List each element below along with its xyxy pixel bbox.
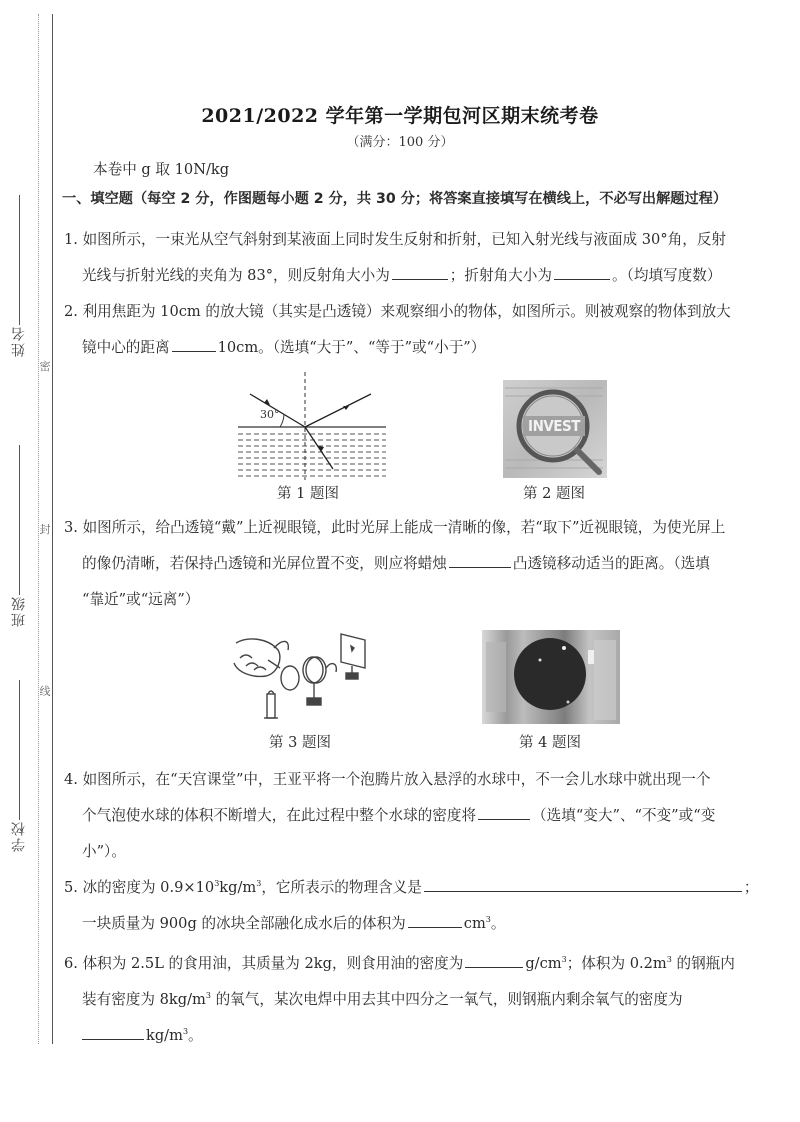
q2-text-a: 镜中心的距离 bbox=[82, 339, 170, 356]
seal-char-feng: 封 bbox=[39, 523, 51, 536]
name-label: 姓名 bbox=[11, 325, 27, 357]
q5-text-c: ，它所表示的物理含义是 bbox=[261, 879, 422, 896]
binding-solid-line bbox=[52, 14, 53, 1044]
q1-answer-blank-1[interactable] bbox=[392, 265, 448, 280]
q6-line2 bbox=[82, 988, 683, 1009]
q6-answer-blank-oil-density[interactable] bbox=[465, 953, 523, 968]
q3-text-a: 的像仍清晰，若保持凸透镜和光屏位置不变，则应将蜡烛 bbox=[82, 555, 447, 572]
q5-text-e: 一块质量为 900g 的冰块全部融化成水后的体积为 bbox=[82, 915, 406, 932]
q1-answer-blank-2[interactable] bbox=[554, 265, 610, 280]
q6-sup-2: 3 bbox=[666, 955, 672, 964]
q6-unit-1: g/cm bbox=[525, 955, 562, 972]
margin-field-school bbox=[8, 680, 30, 852]
figure-2-magnifier-image bbox=[503, 380, 607, 478]
section1-heading: 一、填空题（每空 2 分，作图题每小题 2 分，共 30 分；将答案直接填写在横线上，不必写出解题过程） bbox=[62, 191, 728, 207]
q4-line2 bbox=[82, 804, 715, 825]
q3-text-b: 凸透镜移动适当的距离。（选填 bbox=[512, 555, 710, 572]
q2-line1: 2. 利用焦距为 10cm 的放大镜（其实是凸透镜）来观察细小的物体，如图所示。则被观察的物体到放大 bbox=[64, 303, 731, 320]
q6-text-b: ；体积为 0.2m bbox=[566, 955, 667, 972]
exam-subtitle: （满分：100 分） bbox=[346, 135, 454, 150]
q6-sup-3: 3 bbox=[205, 991, 211, 1000]
q3-line1: 3. 如图所示，给凸透镜“戴”上近视眼镜，此时光屏上能成一清晰的像，若“取下”近视眼镜，为使光屏上 bbox=[64, 519, 726, 536]
q5-sup-3: 3 bbox=[485, 915, 491, 924]
q5-text-f: 。 bbox=[490, 915, 506, 932]
q1-text-b: ；折射角大小为 bbox=[449, 267, 552, 284]
q6-text-a: 6. 体积为 2.5L 的食用油，其质量为 2kg，则食用油的密度为 bbox=[64, 955, 464, 972]
class-label: 班级 bbox=[11, 595, 27, 627]
figure-4-water-ball-photo bbox=[482, 630, 620, 724]
seal-char-xian: 线 bbox=[39, 685, 51, 698]
school-fill-line[interactable] bbox=[19, 680, 20, 820]
q1-line2 bbox=[82, 264, 721, 285]
figure-1-light-diagram bbox=[228, 372, 388, 480]
q2-text-b: 10cm。（选填“大于”、“等于”或“小于”） bbox=[217, 339, 486, 356]
q3-line2 bbox=[82, 552, 710, 573]
q6-sup-1: 3 bbox=[561, 955, 567, 964]
q4-line1: 4. 如图所示，在“天宫课堂”中，王亚平将一个泡腾片放入悬浮的水球中，不一会儿水球中就出现一个 bbox=[64, 771, 711, 788]
q6-line1 bbox=[64, 952, 735, 973]
gravity-note: 本卷中 g 取 10N/kg bbox=[93, 161, 230, 178]
margin-field-class bbox=[8, 445, 30, 627]
q5-unit: cm bbox=[463, 915, 486, 932]
margin-field-name bbox=[8, 195, 30, 357]
q5-line1 bbox=[64, 876, 758, 897]
q5-text-d: ； bbox=[743, 879, 759, 896]
q5-answer-blank-meaning[interactable] bbox=[424, 877, 742, 892]
q4-line3: 小”）。 bbox=[82, 843, 126, 860]
q1-text-c: 。（均填写度数） bbox=[611, 267, 722, 284]
q4-text-b: （选填“变大”、“不变”或“变 bbox=[532, 807, 716, 824]
q4-answer-blank[interactable] bbox=[478, 805, 530, 820]
q6-text-f: 。 bbox=[188, 1027, 203, 1044]
q6-text-d: 装有密度为 8kg/m bbox=[82, 991, 206, 1008]
q5-answer-blank-volume[interactable] bbox=[408, 913, 462, 928]
q6-line3 bbox=[82, 1024, 203, 1045]
q6-sup-4: 3 bbox=[182, 1027, 189, 1036]
q6-unit-2: kg/m bbox=[146, 1027, 183, 1044]
exam-title: 2021/2022 学年第一学期包河区期末统考卷 bbox=[201, 105, 599, 127]
angle-label: 30° bbox=[260, 408, 280, 421]
q1-line1: 1. 如图所示，一束光从空气斜射到某液面上同时发生反射和折射，已知入射光线与液面成 30°角，反射 bbox=[64, 231, 727, 248]
q3-answer-blank[interactable] bbox=[449, 553, 511, 568]
q5-line2 bbox=[82, 912, 505, 933]
figure-1-caption: 第 1 题图 bbox=[277, 486, 339, 502]
q2-answer-blank[interactable] bbox=[172, 337, 216, 352]
q5-text-a: 5. 冰的密度为 0.9×10 bbox=[64, 879, 215, 896]
school-label: 学校 bbox=[11, 820, 27, 852]
q3-line3: “靠近”或“远离”） bbox=[82, 591, 200, 608]
q5-text-b: kg/m bbox=[219, 879, 257, 896]
q6-text-c: 的钢瓶内 bbox=[671, 955, 735, 972]
q4-text-a: 个气泡使水球的体积不断增大，在此过程中整个水球的密度将 bbox=[82, 807, 477, 824]
q5-sup-1: 3 bbox=[214, 879, 220, 888]
q6-text-e: 的氧气，某次电焊中用去其中四分之一氧气，则钢瓶内剩余氧气的密度为 bbox=[210, 991, 683, 1008]
name-fill-line[interactable] bbox=[19, 195, 20, 325]
q5-sup-2: 3 bbox=[256, 879, 262, 888]
class-fill-line[interactable] bbox=[19, 445, 20, 595]
q2-line2 bbox=[82, 336, 485, 357]
figure-3-caption: 第 3 题图 bbox=[269, 735, 331, 751]
invest-text: INVEST bbox=[528, 417, 580, 435]
q1-text-a: 光线与折射光线的夹角为 83°，则反射角大小为 bbox=[82, 267, 390, 284]
figure-2-caption: 第 2 题图 bbox=[523, 486, 585, 502]
figure-3-lens-setup bbox=[228, 628, 368, 724]
q6-answer-blank-oxygen-density[interactable] bbox=[82, 1025, 144, 1040]
seal-char-mi: 密 bbox=[39, 360, 51, 373]
figure-4-caption: 第 4 题图 bbox=[519, 735, 581, 751]
